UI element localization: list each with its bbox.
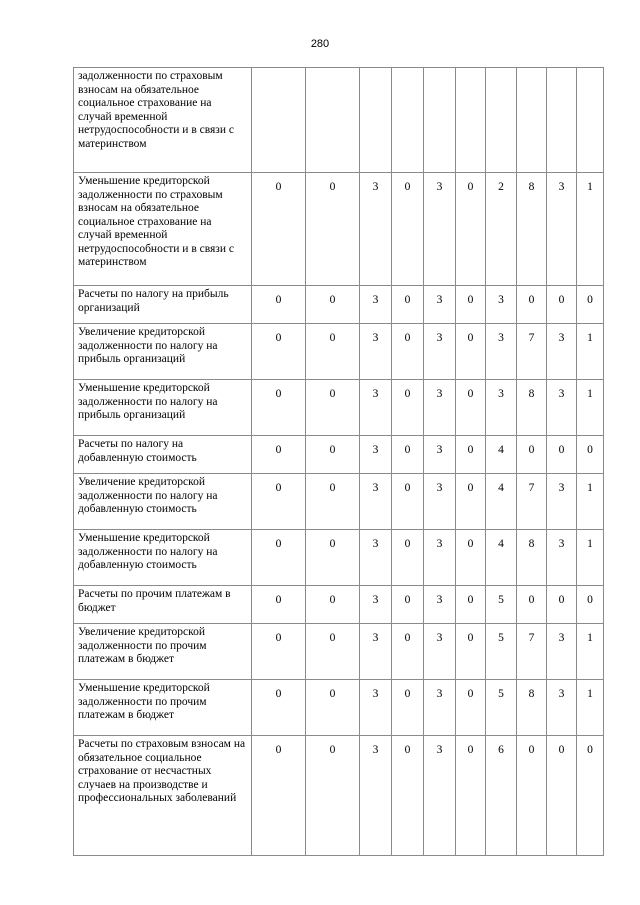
code-digit-cell: 3 <box>360 586 392 624</box>
code-digit-cell: 0 <box>306 530 360 586</box>
code-digit-cell: 7 <box>517 324 547 380</box>
code-digit-cell <box>306 68 360 173</box>
code-digit-cell: 3 <box>486 324 517 380</box>
code-digit-cell: 0 <box>306 324 360 380</box>
code-digit-cell: 0 <box>392 173 424 286</box>
code-digit-cell: 3 <box>424 736 456 856</box>
code-digit-cell: 4 <box>486 436 517 474</box>
code-digit-cell: 0 <box>252 286 306 324</box>
code-digit-cell: 3 <box>360 436 392 474</box>
row-label-cell <box>74 624 252 680</box>
code-digit-cell: 4 <box>486 530 517 586</box>
row-label-cell <box>74 68 252 173</box>
code-digit-cell: 0 <box>392 474 424 530</box>
code-digit-cell: 0 <box>306 474 360 530</box>
code-digit-cell: 3 <box>360 380 392 436</box>
table-row <box>74 380 604 436</box>
code-digit-cell: 0 <box>517 586 547 624</box>
code-digit-cell: 3 <box>424 173 456 286</box>
code-digit-cell <box>547 68 577 173</box>
code-digit-cell: 0 <box>456 586 486 624</box>
code-digit-cell: 4 <box>486 474 517 530</box>
code-digit-cell: 3 <box>424 474 456 530</box>
code-digit-cell: 1 <box>577 380 604 436</box>
code-digit-cell: 3 <box>547 624 577 680</box>
code-digit-cell: 8 <box>517 380 547 436</box>
row-label: Расчеты по налогу на добавленную стоимость <box>78 438 197 464</box>
code-digit-cell: 0 <box>547 286 577 324</box>
code-digit-cell: 0 <box>252 530 306 586</box>
code-digit-cell: 2 <box>486 173 517 286</box>
code-digit-cell: 5 <box>486 586 517 624</box>
code-digit-cell: 0 <box>306 380 360 436</box>
row-label: Уменьшение кредиторской задолженности по прочим платежам в бюджет <box>78 682 210 721</box>
code-digit-cell: 0 <box>306 173 360 286</box>
table-row <box>74 530 604 586</box>
table-row <box>74 286 604 324</box>
code-digit-cell: 1 <box>577 173 604 286</box>
code-digit-cell: 0 <box>392 680 424 736</box>
code-digit-cell: 0 <box>456 436 486 474</box>
code-digit-cell: 3 <box>424 286 456 324</box>
row-label-cell <box>74 474 252 530</box>
code-digit-cell: 3 <box>424 624 456 680</box>
code-digit-cell: 3 <box>486 286 517 324</box>
code-digit-cell: 3 <box>424 436 456 474</box>
table-row <box>74 680 604 736</box>
row-label-cell <box>74 286 252 324</box>
code-digit-cell: 3 <box>547 680 577 736</box>
table-row <box>74 474 604 530</box>
code-digit-cell <box>392 68 424 173</box>
code-digit-cell: 0 <box>252 624 306 680</box>
row-label: Уменьшение кредиторской задолженности по страховым взносам на обязательное социальное страхование на случай временной нетрудоспособности и в связи с материнством <box>78 175 234 268</box>
code-digit-cell: 0 <box>306 586 360 624</box>
code-digit-cell: 3 <box>424 324 456 380</box>
code-digit-cell: 1 <box>577 530 604 586</box>
row-label: Расчеты по прочим платежам в бюджет <box>78 588 231 614</box>
row-label-cell <box>74 380 252 436</box>
code-digit-cell: 0 <box>306 736 360 856</box>
row-label: Уменьшение кредиторской задолженности по налогу на добавленную стоимость <box>78 532 218 571</box>
code-digit-cell: 3 <box>360 324 392 380</box>
code-digit-cell: 0 <box>547 586 577 624</box>
code-digit-cell: 5 <box>486 680 517 736</box>
code-digit-cell: 3 <box>360 173 392 286</box>
code-digit-cell: 0 <box>456 380 486 436</box>
code-digit-cell: 0 <box>517 436 547 474</box>
code-digit-cell: 0 <box>547 436 577 474</box>
code-digit-cell: 3 <box>547 173 577 286</box>
code-digit-cell: 0 <box>306 436 360 474</box>
row-label: задолженности по страховым взносам на обязательное социальное страхование на случай временной нетрудоспособности и в связи с материнством <box>78 70 234 150</box>
code-digit-cell: 3 <box>360 474 392 530</box>
code-digit-cell <box>424 68 456 173</box>
code-digit-cell: 0 <box>392 586 424 624</box>
code-digit-cell: 0 <box>252 736 306 856</box>
code-digit-cell: 0 <box>252 173 306 286</box>
code-digit-cell: 0 <box>252 324 306 380</box>
code-digit-cell: 3 <box>424 380 456 436</box>
code-digit-cell: 0 <box>456 530 486 586</box>
code-digit-cell: 3 <box>486 380 517 436</box>
code-digit-cell: 0 <box>456 173 486 286</box>
code-digit-cell: 1 <box>577 324 604 380</box>
row-label-cell <box>74 586 252 624</box>
code-digit-cell: 3 <box>360 286 392 324</box>
code-digit-cell: 0 <box>456 324 486 380</box>
code-digit-cell: 7 <box>517 474 547 530</box>
table-row <box>74 436 604 474</box>
code-digit-cell: 3 <box>424 530 456 586</box>
code-digit-cell: 5 <box>486 624 517 680</box>
code-digit-cell: 8 <box>517 173 547 286</box>
row-label: Расчеты по страховым взносам на обязательное социальное страхование от несчастных случаев на производстве и профессиональных заболеваний <box>78 738 246 804</box>
code-digit-cell <box>577 68 604 173</box>
code-digit-cell: 0 <box>252 586 306 624</box>
row-label-cell <box>74 324 252 380</box>
row-label-cell <box>74 736 252 856</box>
row-label-cell <box>74 680 252 736</box>
code-digit-cell: 8 <box>517 530 547 586</box>
code-digit-cell: 1 <box>577 680 604 736</box>
row-label: Уменьшение кредиторской задолженности по налогу на прибыль организаций <box>78 382 218 421</box>
code-digit-cell: 6 <box>486 736 517 856</box>
code-digit-cell: 3 <box>360 736 392 856</box>
code-digit-cell: 3 <box>547 380 577 436</box>
code-digit-cell: 0 <box>392 736 424 856</box>
code-digit-cell: 0 <box>252 380 306 436</box>
code-digit-cell: 0 <box>456 286 486 324</box>
table-row <box>74 624 604 680</box>
code-digit-cell: 3 <box>547 530 577 586</box>
code-digit-cell: 0 <box>577 736 604 856</box>
code-digit-cell: 0 <box>252 436 306 474</box>
code-digit-cell <box>456 68 486 173</box>
table-row <box>74 173 604 286</box>
code-digit-cell: 0 <box>392 286 424 324</box>
table-row <box>74 736 604 856</box>
code-digit-cell: 0 <box>306 286 360 324</box>
code-digit-cell: 0 <box>252 680 306 736</box>
code-digit-cell <box>517 68 547 173</box>
code-digit-cell: 0 <box>392 436 424 474</box>
code-digit-cell: 1 <box>577 624 604 680</box>
code-digit-cell: 8 <box>517 680 547 736</box>
row-label: Расчеты по налогу на прибыль организаций <box>78 288 229 314</box>
page-number: 280 <box>310 38 330 50</box>
code-digit-cell: 0 <box>456 624 486 680</box>
code-digit-cell: 3 <box>424 586 456 624</box>
code-digit-cell: 3 <box>360 624 392 680</box>
code-digit-cell: 0 <box>252 474 306 530</box>
code-digit-cell: 0 <box>392 530 424 586</box>
code-digit-cell: 0 <box>456 736 486 856</box>
code-digit-cell: 0 <box>392 380 424 436</box>
row-label-cell <box>74 530 252 586</box>
code-digit-cell: 0 <box>392 324 424 380</box>
row-label-cell <box>74 436 252 474</box>
code-digit-cell: 0 <box>577 586 604 624</box>
code-digit-cell: 3 <box>547 474 577 530</box>
row-label-cell <box>74 173 252 286</box>
table-row <box>74 324 604 380</box>
code-digit-cell <box>486 68 517 173</box>
code-digit-cell: 0 <box>306 624 360 680</box>
code-digit-cell: 3 <box>360 680 392 736</box>
code-digit-cell <box>360 68 392 173</box>
code-digit-cell: 0 <box>306 680 360 736</box>
row-label: Увеличение кредиторской задолженности по налогу на прибыль организаций <box>78 326 218 365</box>
code-digit-cell: 0 <box>577 436 604 474</box>
code-digit-cell: 0 <box>517 286 547 324</box>
code-digit-cell: 0 <box>547 736 577 856</box>
account-codes-table <box>73 67 604 856</box>
code-digit-cell: 0 <box>392 624 424 680</box>
row-label: Увеличение кредиторской задолженности по налогу на добавленную стоимость <box>78 476 218 515</box>
table-row <box>74 68 604 173</box>
table-row <box>74 586 604 624</box>
code-digit-cell: 3 <box>547 324 577 380</box>
code-digit-cell: 1 <box>577 474 604 530</box>
code-digit-cell: 0 <box>577 286 604 324</box>
code-digit-cell: 0 <box>456 474 486 530</box>
code-digit-cell <box>252 68 306 173</box>
code-digit-cell: 0 <box>456 680 486 736</box>
code-digit-cell: 0 <box>517 736 547 856</box>
code-digit-cell: 3 <box>424 680 456 736</box>
code-digit-cell: 3 <box>360 530 392 586</box>
code-digit-cell: 7 <box>517 624 547 680</box>
row-label: Увеличение кредиторской задолженности по прочим платежам в бюджет <box>78 626 207 665</box>
